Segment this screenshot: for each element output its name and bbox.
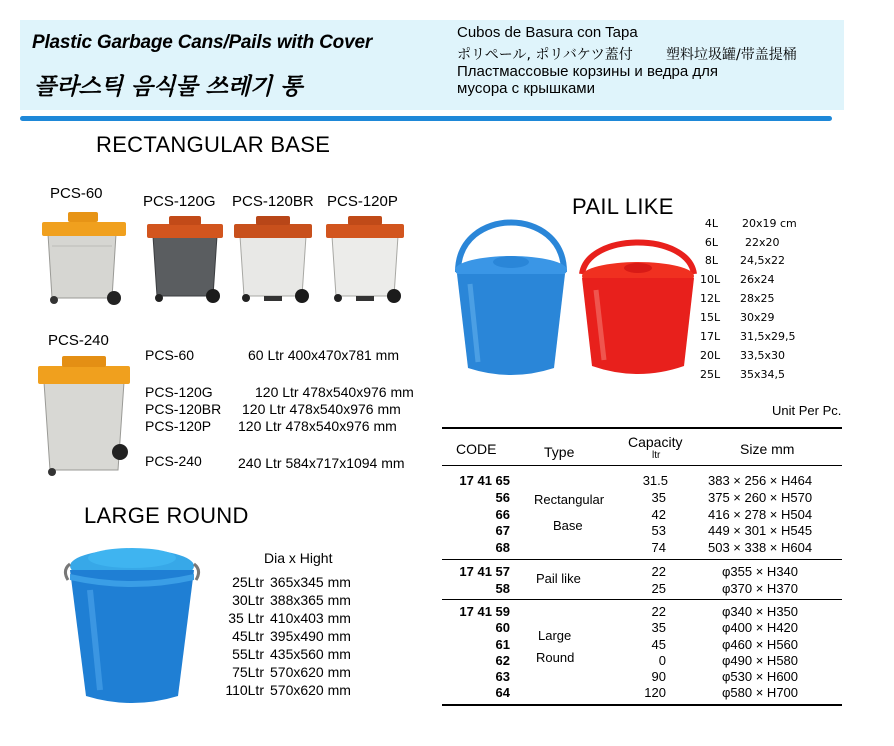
table-code: 66	[495, 507, 510, 522]
header-type: Type	[544, 444, 575, 460]
pail-like-title: PAIL LIKE	[572, 194, 674, 219]
table-group-rule	[442, 559, 842, 560]
pail-size-cap: 6L	[704, 236, 718, 249]
round-size-dim: 570x620 mm	[270, 664, 351, 680]
table-size: φ400 × H420	[722, 620, 799, 635]
table-group-rule	[442, 599, 842, 600]
table-capacity: 22	[651, 564, 666, 579]
title-spanish: Cubos de Basura con Tapa	[457, 24, 638, 41]
title-japanese: ポリペール, ポリバケツ蓋付	[457, 47, 633, 63]
table-code: 60	[495, 620, 510, 635]
spec-model-pcs-120p: PCS-120P	[145, 418, 212, 434]
large-round-title: LARGE ROUND	[84, 503, 249, 528]
round-size-cap: 35 Ltr	[228, 610, 264, 626]
table-capacity: 0	[658, 653, 666, 668]
model-label-pcs-120g: PCS-120G	[143, 193, 216, 210]
table-code: 17 41 57	[459, 564, 510, 579]
header-banner	[20, 20, 844, 110]
spec-text-pcs-120g: 120 Ltr 478x540x976 mm	[255, 384, 414, 400]
header-code: CODE	[456, 441, 497, 457]
table-bottom-rule	[442, 704, 842, 706]
pcs-240-can-image	[34, 352, 134, 480]
round-dia-header: Dia x Hight	[264, 550, 333, 566]
model-label-pcs-120br: PCS-120BR	[232, 193, 314, 210]
table-code: 56	[495, 490, 510, 505]
table-code: 67	[495, 523, 510, 538]
title-english: Plastic Garbage Cans/Pails with Cover	[32, 32, 373, 53]
table-size: φ580 × H700	[722, 685, 799, 700]
table-capacity: 35	[651, 620, 666, 635]
title-korean: 플라스틱 음식물 쓰레기 통	[34, 74, 303, 100]
pail-size-dim: 26x24	[740, 273, 775, 286]
table-type-line1: Pail like	[536, 571, 581, 586]
spec-model-pcs-60: PCS-60	[145, 347, 195, 363]
table-code: 64	[495, 685, 510, 700]
header-capacity: Capacity	[628, 434, 683, 450]
pail-size-cap: 15L	[700, 311, 721, 324]
spec-model-pcs-120g: PCS-120G	[145, 384, 213, 400]
table-header-rule	[442, 465, 842, 466]
spec-text-pcs-120p: 120 Ltr 478x540x976 mm	[238, 418, 397, 434]
table-code: 61	[495, 637, 510, 652]
table-capacity: 31.5	[642, 473, 668, 488]
pail-size-cap: 8L	[704, 254, 718, 267]
spec-model-pcs-240: PCS-240	[145, 453, 202, 469]
round-size-dim: 365x345 mm	[270, 574, 351, 590]
pail-size-cap: 4L	[704, 217, 718, 230]
table-type-line2: Round	[536, 650, 575, 665]
rectangular-base-title: RECTANGULAR BASE	[96, 132, 331, 157]
table-code: 17 41 65	[459, 473, 510, 488]
table-code: 62	[495, 653, 510, 668]
table-capacity: 45	[651, 637, 666, 652]
round-size-cap: 45Ltr	[232, 628, 264, 644]
model-label-pcs-60: PCS-60	[50, 185, 103, 202]
pcs-120p-can-image	[324, 212, 406, 308]
red-pail-image	[578, 232, 698, 382]
header-size: Size mm	[740, 441, 795, 457]
spec-text-pcs-240: 240 Ltr 584x717x1094 mm	[238, 455, 405, 471]
table-capacity: 25	[651, 581, 666, 596]
unit-per-pc-note: Unit Per Pc.	[772, 403, 842, 418]
table-code: 68	[495, 540, 510, 555]
spec-text-pcs-120br: 120 Ltr 478x540x976 mm	[242, 401, 401, 417]
table-capacity: 74	[651, 540, 666, 555]
pail-size-cap: 25L	[700, 368, 721, 381]
header-divider	[20, 116, 832, 121]
header-capacity-unit: ltr	[652, 450, 661, 461]
pail-size-dim: 31,5x29,5	[740, 330, 796, 343]
table-capacity: 22	[651, 604, 666, 619]
table-size: φ530 × H600	[722, 669, 799, 684]
table-capacity: 120	[644, 685, 666, 700]
pcs-60-can-image	[38, 206, 128, 312]
blue-pail-image	[448, 212, 574, 384]
pail-size-dim: 22x20	[745, 236, 780, 249]
table-size: φ490 × H580	[722, 653, 799, 668]
table-code: 17 41 59	[459, 604, 510, 619]
table-capacity: 53	[651, 523, 666, 538]
large-round-bin-image	[62, 540, 202, 710]
table-size: φ370 × H370	[722, 581, 799, 596]
table-size: φ355 × H340	[722, 564, 799, 579]
table-size: φ460 × H560	[722, 637, 799, 652]
table-size: 375 × 260 × H570	[708, 490, 813, 505]
pail-size-dim: 30x29	[740, 311, 775, 324]
pail-size-cap: 12L	[700, 292, 721, 305]
table-size: φ340 × H350	[722, 604, 799, 619]
round-size-cap: 110Ltr	[225, 682, 264, 698]
table-size: 416 × 278 × H504	[708, 507, 813, 522]
round-size-cap: 25Ltr	[232, 574, 264, 590]
pail-size-cap: 20L	[700, 349, 721, 362]
table-size: 503 × 338 × H604	[708, 540, 813, 555]
round-size-cap: 55Ltr	[232, 646, 264, 662]
table-type-line2: Base	[553, 518, 583, 533]
spec-text-pcs-60: 60 Ltr 400x470x781 mm	[248, 347, 399, 363]
table-capacity: 90	[651, 669, 666, 684]
table-code: 58	[495, 581, 510, 596]
table-size: 383 × 256 × H464	[708, 473, 813, 488]
table-capacity: 42	[651, 507, 666, 522]
pail-size-cap: 10L	[700, 273, 721, 286]
pcs-120g-can-image	[145, 212, 225, 308]
pail-size-cap: 17L	[700, 330, 721, 343]
table-code: 63	[495, 669, 510, 684]
pail-size-dim: 35x34,5	[740, 368, 785, 381]
table-type-line1: Rectangular	[534, 492, 605, 507]
round-size-dim: 395x490 mm	[270, 628, 351, 644]
pail-size-dim: 20x19 cm	[742, 217, 797, 230]
table-capacity: 35	[651, 490, 666, 505]
round-size-dim: 388x365 mm	[270, 592, 351, 608]
title-russian-line2: мусора с крышками	[457, 80, 595, 97]
pail-size-dim: 33,5x30	[740, 349, 785, 362]
pail-size-dim: 28x25	[740, 292, 775, 305]
table-top-rule	[442, 427, 842, 429]
round-size-dim: 435x560 mm	[270, 646, 351, 662]
round-size-dim: 410x403 mm	[270, 610, 351, 626]
round-size-cap: 75Ltr	[232, 664, 264, 680]
model-label-pcs-120p: PCS-120P	[327, 193, 398, 210]
pcs-120br-can-image	[232, 212, 314, 308]
title-russian-line1: Пластмассовые корзины и ведра для	[457, 63, 718, 80]
model-label-pcs-240: PCS-240	[48, 332, 109, 349]
table-size: 449 × 301 × H545	[708, 523, 813, 538]
spec-model-pcs-120br: PCS-120BR	[145, 401, 222, 417]
round-size-cap: 30Ltr	[232, 592, 264, 608]
round-size-dim: 570x620 mm	[270, 682, 351, 698]
table-type-line1: Large	[538, 628, 572, 643]
title-chinese: 塑料垃圾罐/带盖提桶	[666, 47, 797, 63]
pail-size-dim: 24,5x22	[740, 254, 785, 267]
